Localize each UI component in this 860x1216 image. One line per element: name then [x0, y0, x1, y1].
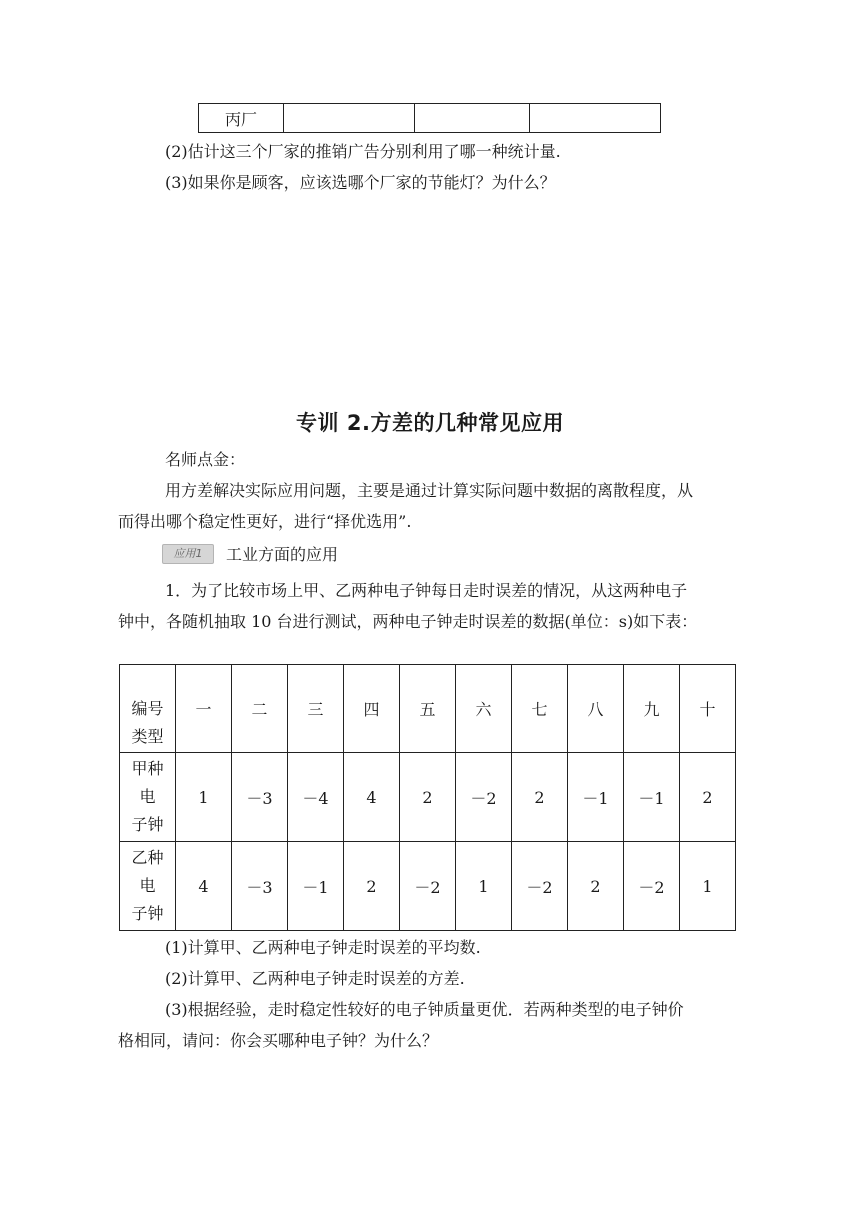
- question-2: (2)计算甲、乙两种电子钟走时误差的方差.: [165, 969, 465, 988]
- table-cell: －1: [288, 842, 344, 931]
- table-cell: －1: [568, 753, 624, 842]
- row-label-line: 电: [139, 876, 156, 895]
- table-cell: 1: [176, 753, 232, 842]
- tip-text-line2: 而得出哪个稳定性更好，进行“择优选用”.: [118, 512, 412, 531]
- column-header: 四: [344, 665, 400, 753]
- row-label: [120, 753, 176, 842]
- tip-label: 名师点金：: [165, 450, 246, 469]
- question-2: (2)估计这三个厂家的推销广告分别利用了哪一种统计量.: [165, 142, 561, 161]
- table-cell: 2: [400, 753, 456, 842]
- table-header-row: [120, 665, 736, 753]
- error-table: [119, 664, 736, 931]
- table-row: [199, 104, 661, 133]
- table-row: [120, 842, 736, 931]
- application-badge: 应用1: [162, 544, 214, 564]
- subheading: 工业方面的应用: [226, 545, 339, 564]
- table-cell: －1: [624, 753, 680, 842]
- table-cell: 2: [680, 753, 736, 842]
- header-corner-cell: [120, 665, 176, 753]
- table-cell: －4: [288, 753, 344, 842]
- row-label: [120, 842, 176, 931]
- row-label-line: 乙种: [131, 848, 164, 867]
- tip-text-line1: 用方差解决实际应用问题，主要是通过计算实际问题中数据的离散程度，从: [165, 481, 694, 500]
- table-cell: 4: [176, 842, 232, 931]
- table-cell: 4: [344, 753, 400, 842]
- column-header: 一: [176, 665, 232, 753]
- table-cell: [284, 104, 415, 133]
- row-label-line: 甲种: [131, 759, 164, 778]
- column-header: 九: [624, 665, 680, 753]
- question-3-line1: (3)根据经验，走时稳定性较好的电子钟质量更优．若两种类型的电子钟价: [165, 1000, 684, 1019]
- table-cell: －2: [624, 842, 680, 931]
- header-label-type: 类型: [131, 726, 164, 746]
- row-label-line: 电: [139, 787, 156, 806]
- question-3: (3)如果你是顾客，应该选哪个厂家的节能灯？为什么？: [165, 173, 556, 192]
- question-1: (1)计算甲、乙两种电子钟走时误差的平均数.: [165, 938, 481, 957]
- table-cell: 2: [568, 842, 624, 931]
- column-header: 二: [232, 665, 288, 753]
- row-label-line: 子钟: [131, 815, 164, 834]
- problem-text-line2: 钟中，各随机抽取 10 台进行测试，两种电子钟走时误差的数据(单位：s)如下表：: [118, 612, 698, 631]
- column-header: 七: [512, 665, 568, 753]
- table-cell: －2: [456, 753, 512, 842]
- row-label: 丙厂: [199, 104, 284, 133]
- factory-table: [198, 103, 661, 133]
- column-header: 八: [568, 665, 624, 753]
- column-header: 三: [288, 665, 344, 753]
- table-cell: －3: [232, 842, 288, 931]
- table-cell: －2: [400, 842, 456, 931]
- header-label-number: 编号: [131, 698, 164, 718]
- table-cell: 1: [680, 842, 736, 931]
- table-cell: －2: [512, 842, 568, 931]
- table-cell: 1: [456, 842, 512, 931]
- table-cell: [530, 104, 661, 133]
- table-cell: 2: [344, 842, 400, 931]
- table-cell: 2: [512, 753, 568, 842]
- column-header: 六: [456, 665, 512, 753]
- table-cell: [415, 104, 530, 133]
- column-header: 五: [400, 665, 456, 753]
- section-title: 专训 2.方差的几种常见应用: [296, 411, 564, 435]
- row-label-line: 子钟: [131, 904, 164, 923]
- table-row: [120, 753, 736, 842]
- question-3-line2: 格相同，请问：你会买哪种电子钟？为什么？: [118, 1031, 439, 1050]
- column-header: 十: [680, 665, 736, 753]
- problem-text-line1: 1．为了比较市场上甲、乙两种电子钟每日走时误差的情况，从这两种电子: [165, 581, 688, 600]
- table-cell: －3: [232, 753, 288, 842]
